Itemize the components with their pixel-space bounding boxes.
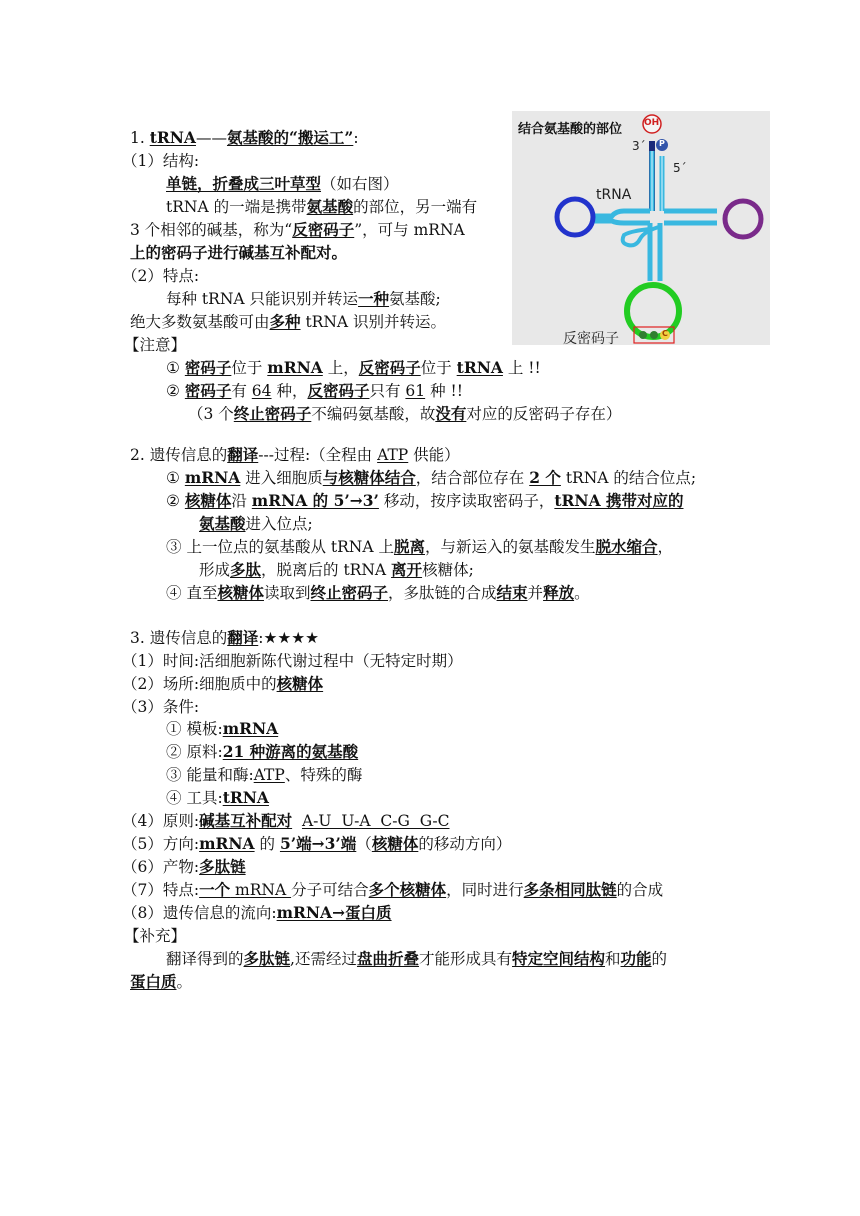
d-loop bbox=[557, 199, 593, 235]
text: 对应的反密码子存在） bbox=[466, 405, 622, 423]
text: 每种 tRNA 只能识别并转运 bbox=[166, 290, 359, 308]
p-label: P bbox=[659, 139, 665, 148]
text: 供能） bbox=[408, 446, 460, 464]
key-term: 特定空间结构 bbox=[512, 949, 606, 968]
key-term: tRNA 携带对应的 bbox=[554, 491, 684, 510]
text: （7）特点: bbox=[122, 881, 200, 899]
text: 分子可结合 bbox=[291, 881, 369, 899]
text: 进入细胞质 bbox=[240, 469, 323, 487]
text: tRNA 识别并转运。 bbox=[300, 313, 447, 331]
item-marker: ④ bbox=[166, 584, 182, 602]
key-term: 蛋白质 bbox=[130, 972, 177, 991]
process-step-3 bbox=[166, 536, 673, 558]
key-term: ATP bbox=[377, 446, 409, 464]
rating-stars: :★★★★ bbox=[258, 629, 320, 647]
key-term: 翻译 bbox=[227, 445, 259, 464]
text: 原料: bbox=[186, 743, 223, 761]
item-marker: ④ bbox=[166, 789, 182, 807]
text: 不编码氨基酸，故 bbox=[311, 405, 436, 423]
t-loop bbox=[725, 201, 761, 237]
key-term: 多种 bbox=[269, 312, 301, 331]
trna-label: tRNA bbox=[596, 187, 632, 203]
text: 种 !! bbox=[425, 382, 463, 400]
text: （8）遗传信息的流向: bbox=[122, 904, 277, 922]
feature-line-2 bbox=[130, 311, 446, 333]
five-prime-label: 5´ bbox=[673, 161, 687, 175]
desc-line-3: 上的密码子进行碱基互补配对。 bbox=[130, 243, 348, 262]
row-principle bbox=[122, 810, 450, 832]
row-conditions: （3）条件: bbox=[122, 698, 200, 716]
text: ， bbox=[657, 538, 674, 556]
text: 沿 bbox=[231, 492, 252, 510]
key-term: 与核糖体结合 bbox=[322, 468, 416, 487]
text: ，结合部位存在 bbox=[415, 469, 530, 487]
text: 的部位，另一端有 bbox=[353, 198, 478, 216]
anticodon-loop bbox=[627, 285, 679, 337]
row-direction bbox=[122, 833, 511, 855]
text: 上 !! bbox=[502, 359, 541, 377]
text: 进入位点; bbox=[245, 515, 313, 533]
feature-line-1 bbox=[166, 288, 441, 310]
text: 并 bbox=[527, 584, 544, 602]
text: 翻译得到的 bbox=[166, 950, 244, 968]
anticodon-base-2 bbox=[650, 331, 658, 339]
condition-2 bbox=[166, 741, 358, 763]
key-term: 反密码子 bbox=[307, 381, 370, 400]
key-term: 终止密码子 bbox=[233, 404, 312, 423]
key-term: mRNA bbox=[230, 881, 292, 899]
text: 有 bbox=[231, 382, 252, 400]
key-term: 多个核糖体 bbox=[368, 880, 447, 899]
process-step-4 bbox=[166, 582, 590, 604]
text: 移动，按序读取密码子， bbox=[378, 492, 555, 510]
key-term: 氨基酸 bbox=[306, 197, 354, 216]
text: （5）方向: bbox=[122, 835, 200, 853]
text: 位于 bbox=[231, 359, 268, 377]
item-marker: ② bbox=[166, 382, 180, 400]
item-marker: ③ bbox=[166, 538, 182, 556]
section-number: 2. bbox=[130, 446, 150, 464]
key-term: 离开 bbox=[391, 560, 423, 579]
colon: : bbox=[353, 129, 359, 147]
key-term: 密码子 bbox=[184, 358, 232, 377]
desc-line-2 bbox=[130, 219, 465, 241]
item-marker: ② bbox=[166, 492, 180, 510]
key-term: 核糖体 bbox=[371, 834, 419, 853]
text: 绝大多数氨基酸可由 bbox=[130, 313, 270, 331]
item-marker: ① bbox=[166, 359, 180, 377]
key-term: mRNA bbox=[267, 358, 323, 377]
text: （2）场所:细胞质中的 bbox=[122, 675, 277, 693]
key-term: mRNA 的 5’→3’ bbox=[251, 491, 379, 510]
section-2-heading bbox=[130, 444, 460, 466]
feature-label: （2）特点: bbox=[122, 267, 200, 285]
key-term: 结束 bbox=[496, 583, 528, 602]
key-term: 释放 bbox=[543, 583, 575, 602]
d-arm-stem-2 bbox=[592, 221, 650, 223]
section-3-heading bbox=[130, 627, 319, 649]
condition-1 bbox=[166, 718, 278, 740]
row-time: （1）时间:活细胞新陈代谢过程中（无特定时期） bbox=[122, 652, 463, 670]
item-marker: ③ bbox=[166, 766, 182, 784]
desc-line-1 bbox=[166, 196, 477, 218]
text: 工具: bbox=[186, 789, 223, 807]
text: 形成 bbox=[199, 561, 231, 579]
key-term: 脱水缩合 bbox=[595, 537, 658, 556]
oh-label: OH bbox=[644, 118, 660, 128]
supplement-label: 【补充】 bbox=[124, 927, 187, 945]
text: 能量和酶: bbox=[186, 766, 254, 784]
text: 读取到 bbox=[263, 584, 311, 602]
key-term: 5’端→3’端 bbox=[279, 834, 357, 853]
key-term: 脱离 bbox=[393, 537, 425, 556]
key-term: 核糖体 bbox=[217, 583, 264, 602]
text: ，与新运入的氨基酸发生 bbox=[424, 538, 596, 556]
item-marker: ① bbox=[166, 469, 180, 487]
text: 上一位点的氨基酸从 tRNA 上 bbox=[186, 538, 394, 556]
key-term: 功能 bbox=[620, 949, 652, 968]
text: ，脱离后的 tRNA bbox=[261, 561, 392, 579]
note-item-2 bbox=[166, 380, 463, 402]
text: 的 bbox=[651, 950, 668, 968]
trna-cloverleaf-figure bbox=[512, 111, 770, 345]
key-term: 一种 bbox=[358, 289, 390, 308]
section-number: 3. bbox=[130, 629, 150, 647]
text: （6）产物: bbox=[122, 858, 200, 876]
text: 才能形成具有 bbox=[418, 950, 512, 968]
process-step-2 bbox=[166, 490, 684, 512]
key-term: 碱基互补配对 bbox=[199, 811, 293, 830]
key-term: 多肽链 bbox=[199, 857, 246, 876]
process-step-2-cont bbox=[199, 513, 313, 535]
dash: —— bbox=[195, 129, 227, 147]
text: 上， bbox=[322, 359, 359, 377]
key-number: 64 bbox=[251, 382, 272, 400]
key-term: 2 个 bbox=[529, 468, 561, 487]
text: ,还需经过 bbox=[290, 950, 357, 968]
section-number: 1. bbox=[130, 129, 150, 147]
text: 只有 bbox=[369, 382, 406, 400]
text: ---过程:（全程由 bbox=[258, 446, 378, 464]
supplement-line-1 bbox=[166, 948, 667, 970]
condition-4 bbox=[166, 787, 269, 809]
variable-loop bbox=[623, 226, 662, 245]
row-feature bbox=[122, 879, 663, 901]
base-pairs: A-U U-A C-G G-C bbox=[301, 812, 450, 830]
text: ，多肽链的合成 bbox=[388, 584, 497, 602]
d-arm-stem bbox=[592, 211, 650, 216]
anticodon-label: 反密码子 bbox=[563, 331, 619, 347]
row-flow bbox=[122, 902, 392, 924]
text: 的移动方向） bbox=[418, 835, 512, 853]
key-term: 翻译 bbox=[227, 628, 259, 647]
key-term: 盘曲折叠 bbox=[356, 949, 419, 968]
text: ，同时进行 bbox=[446, 881, 524, 899]
supplement-line-2 bbox=[130, 971, 192, 993]
note-item-3 bbox=[188, 403, 621, 425]
key-term: mRNA→蛋白质 bbox=[276, 903, 392, 922]
text: tRNA 的一端是携带 bbox=[166, 198, 307, 216]
text: 模板: bbox=[186, 720, 223, 738]
anticodon-stem bbox=[650, 223, 660, 281]
key-term: 21 种游离的氨基酸 bbox=[222, 742, 359, 761]
structure-line bbox=[166, 173, 399, 195]
text: 直至 bbox=[186, 584, 218, 602]
note-label: 【注意】 bbox=[124, 336, 187, 354]
text: 氨基酸; bbox=[389, 290, 441, 308]
condition-3 bbox=[166, 764, 362, 786]
text: 和 bbox=[605, 950, 621, 968]
key-term: 一个 bbox=[199, 880, 231, 899]
key-term: mRNA bbox=[184, 468, 241, 487]
text: 遗传信息的 bbox=[149, 629, 228, 647]
text: 位于 bbox=[420, 359, 457, 377]
key-term: tRNA bbox=[456, 358, 503, 377]
key-term: mRNA bbox=[199, 834, 255, 853]
key-term: 多条相同肽链 bbox=[523, 880, 617, 899]
note-item-1 bbox=[166, 357, 541, 379]
figure-title: 结合氨基酸的部位 bbox=[518, 122, 623, 137]
anticodon-base-1 bbox=[639, 331, 647, 339]
row-location bbox=[122, 673, 323, 695]
text: 遗传信息的 bbox=[149, 446, 228, 464]
three-prime-label: 3´ bbox=[632, 139, 646, 153]
item-marker: ① bbox=[166, 720, 182, 738]
text: 。 bbox=[176, 973, 193, 991]
item-marker: ② bbox=[166, 743, 182, 761]
term-trna: tRNA bbox=[149, 128, 196, 147]
text: tRNA 的结合位点; bbox=[560, 469, 697, 487]
key-term: 没有 bbox=[435, 404, 467, 423]
text: 3 个相邻的碱基，称为“ bbox=[130, 221, 293, 239]
key-term: 核糖体 bbox=[184, 491, 232, 510]
key-term: 终止密码子 bbox=[310, 583, 389, 602]
process-step-1 bbox=[166, 467, 696, 489]
key-term: 反密码子 bbox=[292, 220, 355, 239]
process-step-3-cont bbox=[199, 559, 474, 581]
text: 。 bbox=[574, 584, 590, 602]
text: 、特殊的酶 bbox=[284, 766, 363, 784]
key-term: ATP bbox=[253, 766, 285, 784]
anticodon-letter: C bbox=[662, 329, 668, 338]
key-term: mRNA bbox=[222, 719, 279, 738]
key-number: 61 bbox=[405, 382, 426, 400]
acceptor-stem bbox=[652, 151, 662, 211]
text: 核糖体; bbox=[422, 561, 474, 579]
section-1-heading bbox=[130, 127, 359, 149]
structure-label: （1）结构: bbox=[122, 152, 200, 170]
key-term: 多肽 bbox=[230, 560, 262, 579]
key-term: 反密码子 bbox=[358, 358, 421, 377]
key-term: 核糖体 bbox=[276, 674, 324, 693]
row-product bbox=[122, 856, 246, 878]
structure-note: （如右图） bbox=[321, 175, 399, 193]
text: 种， bbox=[271, 382, 308, 400]
text: （4）原则: bbox=[122, 812, 200, 830]
key-term: tRNA bbox=[222, 788, 269, 807]
text: 的合成 bbox=[616, 881, 664, 899]
text: 的 bbox=[254, 835, 280, 853]
heading-key-phrase: 氨基酸的“搬运工” bbox=[226, 128, 354, 147]
text: （ bbox=[356, 835, 372, 853]
structure-main: 单链，折叠成三叶草型 bbox=[166, 174, 322, 193]
text: ”，可与 mRNA bbox=[354, 221, 465, 239]
text: （3 个 bbox=[188, 405, 234, 423]
key-term: 密码子 bbox=[184, 381, 232, 400]
key-term: 氨基酸 bbox=[199, 514, 246, 533]
key-term: 多肽链 bbox=[243, 949, 291, 968]
